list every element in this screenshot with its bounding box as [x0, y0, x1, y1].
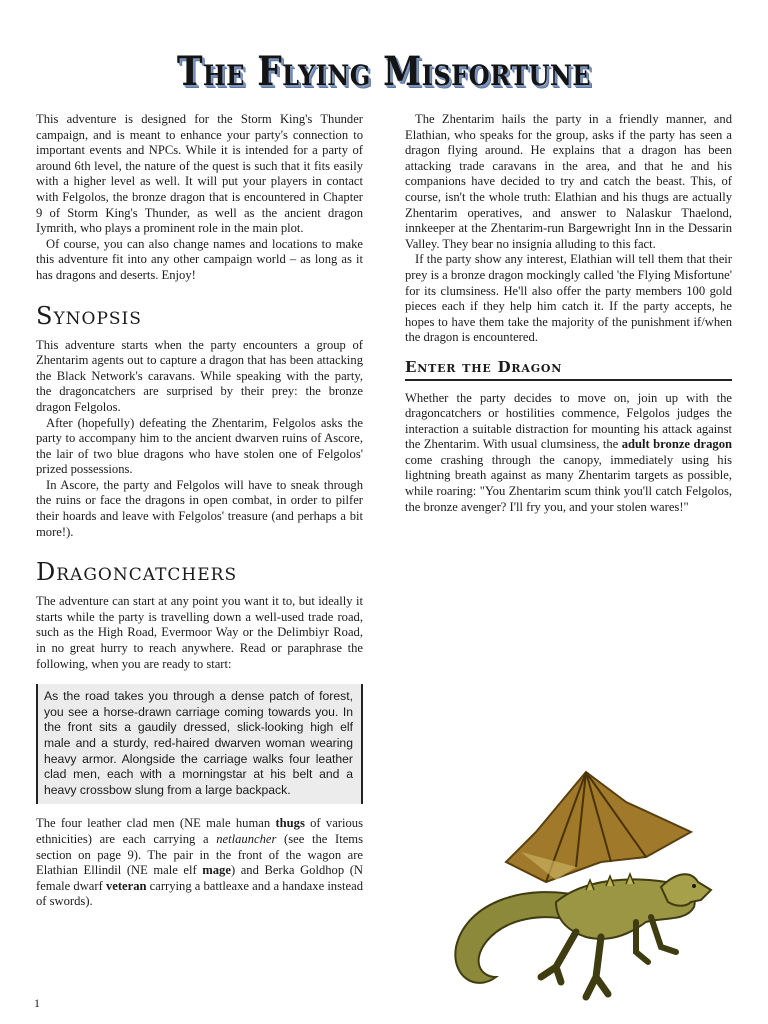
dragoncatchers-paragraph: The adventure can start at any point you want it to, but ideally it starts while the party is travelling down a well-used trade road, such as the High Road, Evermoor Way or the Delimbiyr Road, in no great hurry to reach anywhere. Read or paraphrase the following, when you are ready to start: [36, 594, 363, 671]
read-aloud-text: As the road takes you through a dense patch of forest, you see a horse-drawn carriage coming towards you. In the front sits a gaudily dressed, slick-looking high elf male and a sturdy, red-haired dwarven woman wearing heavy armor. Alongside the carriage walks four leather clad men, each with a morningstar at his belt and a heavy crossbow slung from a large backpack. [44, 689, 353, 797]
dragoncatchers-heading: Dragoncatchers [36, 558, 238, 587]
bronze-dragon-illustration [436, 762, 716, 1010]
synopsis-heading: Synopsis [36, 301, 142, 330]
enter-the-dragon-paragraph [405, 391, 732, 516]
page-number: 1 [34, 996, 40, 1010]
text-run: of various ethnicities) are each carrying a [36, 816, 363, 846]
zhentarim-paragraph: If the party show any interest, Elathian will tell them that their prey is a bronze dragon mockingly called 'the Flying Misfortune' for its clumsiness. He'll also offer the party members 100 gold pieces each if they help him catch it. If the party accepts, he hopes to have them take the majority of the punishment if/when the dragon is encountered. [405, 252, 732, 345]
enter-the-dragon-heading: Enter the Dragon [405, 360, 732, 381]
stat-reference-veteran: veteran [105, 878, 147, 893]
dragoncatchers-paragraph [36, 816, 363, 910]
right-column [405, 112, 732, 515]
left-column [36, 112, 363, 910]
page-title: The Flying Misfortune [176, 48, 592, 95]
stat-reference-thugs: thugs [275, 816, 305, 831]
text-run: (see the Items section on page 9). The pair in the front of the wagon are Elathian Ellindil (NE male elf [36, 831, 363, 878]
text-run: The four leather clad men (NE male human [36, 816, 276, 831]
intro-paragraph: This adventure is designed for the Storm King's Thunder campaign, and is meant to enhance your party's connection to important events and NPCs. While it is intended for a party of around 6th level, the nature of the quest is such that it fits easily with a higher level as well. It will put your players in contact with Felgolos, the bronze dragon that is encountered in Chapter 9 of Storm King's Thunder, as well as the ancient dragon Iymrith, who plays a prominent role in the main plot. [36, 112, 363, 236]
text-run: Whether the party decides to move on, join up with the dragoncatchers or hostilities commence, Felgolos judges the interaction a suitable distraction for mounting his attack against the Zhentarim. With usual clumsiness, the [405, 390, 732, 452]
stat-reference-adult-bronze-dragon: adult bronze dragon [621, 437, 732, 452]
synopsis-paragraph: This adventure starts when the party encounters a group of Zhentarim agents out to capture a dragon that has been attacking the Black Network's caravans. While speaking with the party, the dragoncatchers are surprised by their prey: the bronze dragon Felgolos. [36, 337, 363, 414]
stat-reference-mage: mage [202, 863, 231, 878]
zhentarim-paragraph: The Zhentarim hails the party in a friendly manner, and Elathian, who speaks for the group, asks if the party has seen a dragon flying around. He explains that a dragon has been attacking trade caravans in the area, and that he and his companions have decided to try and catch the beast. This, of course, isn't the whole truth: Elathian and his thugs are actually Zhentarim operatives, and answer to Nalaskur Thaelond, innkeeper at the Zhentarim-run Bargewright Inn in the Dessarin Valley. They bear no insignia alluding to this fact. [405, 112, 732, 251]
item-reference-netlauncher: netlauncher [216, 831, 277, 846]
text-run: ) and Berka Goldhop (N female dwarf [36, 863, 363, 893]
intro-paragraph: Of course, you can also change names and locations to make this adventure fit into any other campaign world – as long as it has dragons and deserts. Enjoy! [36, 236, 363, 282]
text-run: come crashing through the canopy, immediately using his lightning breath against as many Zhentarim targets as possible, while roaring: "You Zhentarim scum think you'll catch Felgolos, the bronze avenger? I'll fry you, and your stolen wares!" [405, 452, 732, 514]
text-run: carrying a battleaxe and a handaxe instead of swords). [36, 878, 363, 909]
synopsis-paragraph: In Ascore, the party and Felgolos will have to sneak through the ruins or face the dragons in open combat, in order to pilfer their hoards and leave with Felgolos' treasure (and perhaps a bit more!). [36, 477, 363, 539]
synopsis-paragraph: After (hopefully) defeating the Zhentarim, Felgolos asks the party to accompany him to the ancient dwarven ruins of Ascore, the lair of two blue dragons who have stolen one of Felgolos' prized possessions. [36, 415, 363, 477]
read-aloud-box [36, 684, 363, 804]
